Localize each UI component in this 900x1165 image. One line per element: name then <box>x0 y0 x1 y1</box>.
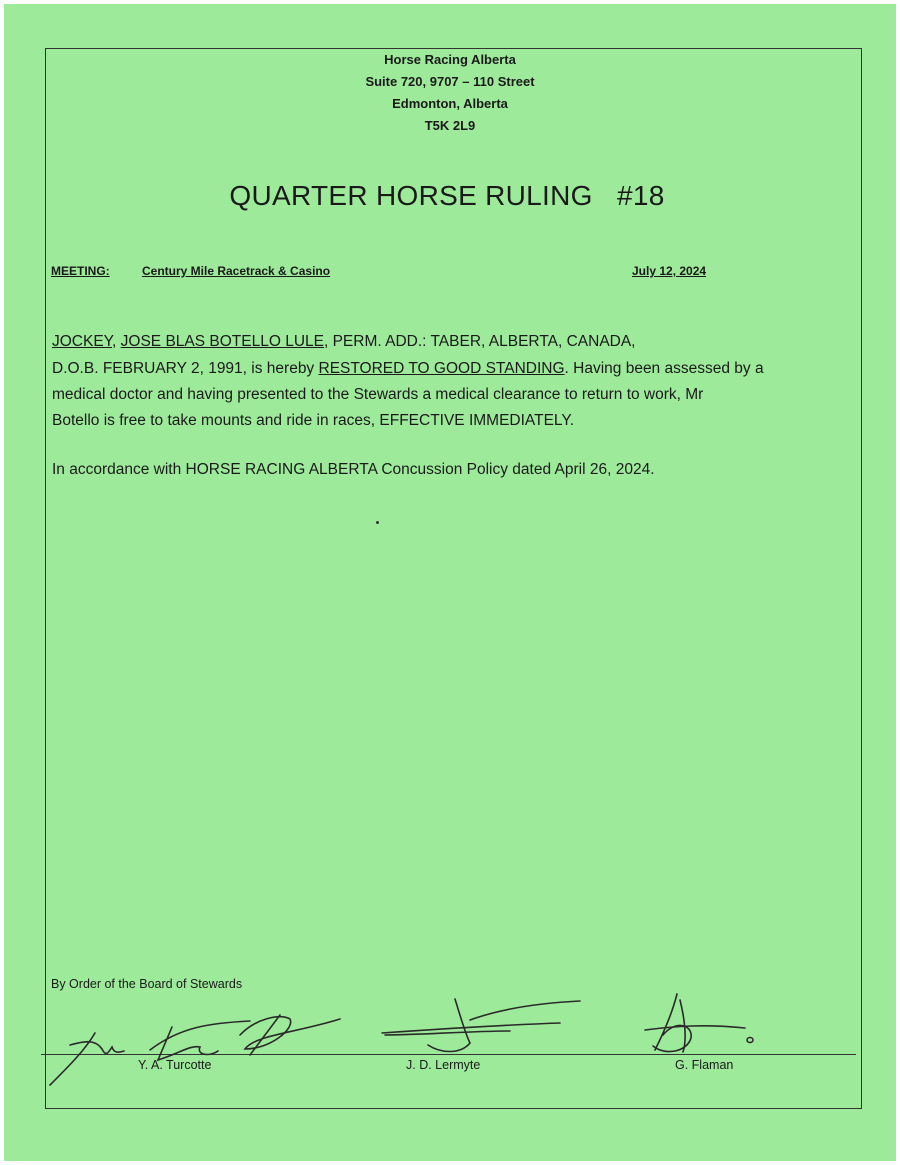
policy-reference: In accordance with HORSE RACING ALBERTA Concussion Policy dated April 26, 2024. <box>52 461 655 478</box>
signature-lermyte <box>380 995 590 1065</box>
org-postal: T5K 2L9 <box>424 118 476 133</box>
org-name: Horse Racing Alberta <box>384 52 516 67</box>
ruling-role: JOCKEY <box>52 333 113 350</box>
order-line: By Order of the Board of Stewards <box>51 977 243 991</box>
steward-name: J. D. Lermyte <box>406 1058 481 1072</box>
ruling-line-3: medical doctor and having presented to the Stewards a medical clearance to return to work, Mr <box>52 386 704 403</box>
jockey-name: JOSE BLAS BOTELLO LULE <box>120 333 324 350</box>
meeting-label: MEETING: <box>51 264 110 278</box>
meeting-venue: Century Mile Racetrack & Casino <box>142 264 331 278</box>
ruling-line-1: JOCKEY, JOSE BLAS BOTELLO LULE, PERM. ADD.: TABER, ALBERTA, CANADA, <box>52 333 636 350</box>
signature-flaman <box>635 990 765 1065</box>
ruling-line-4: Botello is free to take mounts and ride in races, EFFECTIVE IMMEDIATELY. <box>52 412 575 429</box>
paper-speck <box>376 521 379 524</box>
steward-name: G. Flaman <box>675 1058 734 1072</box>
ruling-status: RESTORED TO GOOD STANDING <box>318 360 565 377</box>
page-title: QUARTER HORSE RULING #18 <box>229 180 665 211</box>
meeting-date: July 12, 2024 <box>632 264 707 278</box>
steward-name: Y. A. Turcotte <box>138 1058 212 1072</box>
org-street: Suite 720, 9707 – 110 Street <box>365 74 535 89</box>
org-city: Edmonton, Alberta <box>392 96 508 111</box>
signature-turcotte <box>40 1005 340 1095</box>
ruling-line-2: D.O.B. FEBRUARY 2, 1991, is hereby RESTORED TO GOOD STANDING. Having been assessed by a <box>52 360 764 377</box>
